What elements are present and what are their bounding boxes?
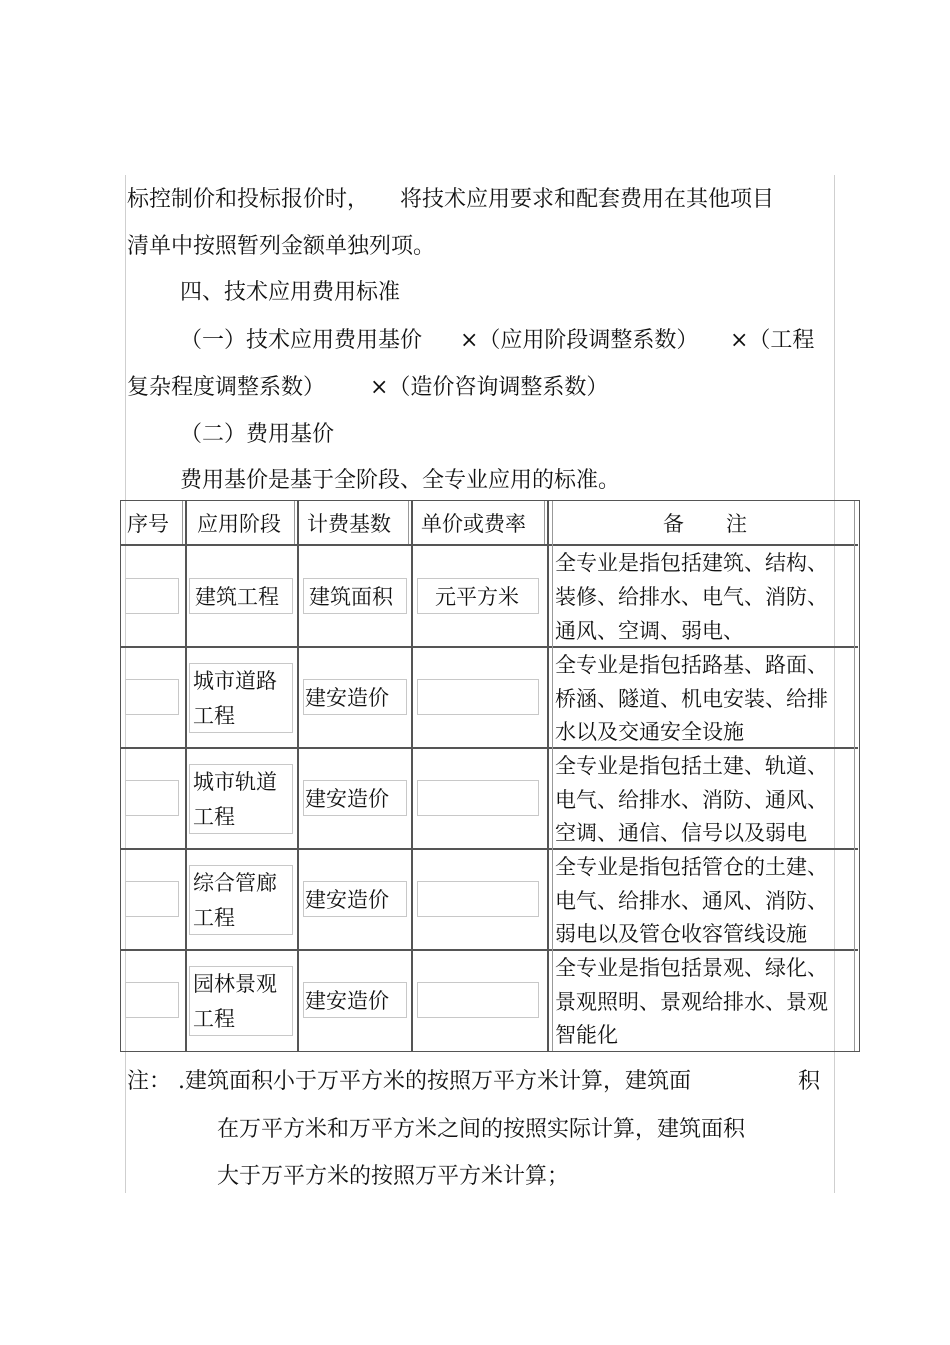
column-divider bbox=[411, 501, 413, 1051]
header-seq: 序号 bbox=[127, 512, 169, 536]
note-line: 装修、给排水、电气、消防、 bbox=[555, 585, 828, 609]
seq-box bbox=[125, 679, 179, 715]
base-label: 建安造价 bbox=[305, 888, 389, 912]
header-note: 备 注 bbox=[663, 512, 747, 536]
column-divider-inner bbox=[854, 501, 855, 1051]
note-line: 弱电以及管仓收容管线设施 bbox=[555, 922, 807, 946]
formula-part-a: （一）技术应用费用基价 bbox=[180, 328, 423, 353]
base-label: 建筑面积 bbox=[309, 585, 393, 609]
stage-label: 建筑工程 bbox=[195, 585, 279, 609]
base-label: 建安造价 bbox=[305, 787, 389, 811]
paragraph-1-part-b: 将技术应用要求和配套费用在其他项目 bbox=[400, 187, 775, 212]
subheading-base-price: （二）费用基价 bbox=[180, 422, 335, 447]
paragraph-base-price: 费用基价是基于全阶段、全专业应用的标准。 bbox=[180, 468, 621, 493]
column-divider-inner bbox=[544, 501, 545, 544]
note-line: 空调、通信、信号以及弱电 bbox=[555, 821, 807, 845]
column-divider-inner bbox=[408, 501, 409, 544]
seq-box bbox=[125, 780, 179, 816]
rate-box bbox=[417, 780, 539, 816]
stage-label: 城市轨道 bbox=[193, 770, 277, 794]
note-line: 全专业是指包括土建、轨道、 bbox=[555, 754, 828, 778]
column-divider bbox=[547, 501, 549, 1051]
note-line-3: 大于万平方米的按照万平方米计算； bbox=[217, 1164, 570, 1189]
column-divider bbox=[297, 501, 299, 1051]
note-label: 注： bbox=[127, 1069, 172, 1094]
column-divider-inner bbox=[182, 501, 183, 544]
rate-box bbox=[417, 881, 539, 917]
stage-label: 工程 bbox=[193, 704, 235, 728]
stage-label: 综合管廊 bbox=[193, 871, 277, 895]
header-rate: 单价或费率 bbox=[421, 512, 526, 536]
note-line: 全专业是指包括路基、路面、 bbox=[555, 653, 828, 677]
formula-line-2-part-a: 复杂程度调整系数） bbox=[127, 375, 326, 400]
note-line: 全专业是指包括管仓的土建、 bbox=[555, 855, 828, 879]
paragraph-2: 清单中按照暂列金额单独列项。 bbox=[127, 234, 436, 259]
base-label: 建安造价 bbox=[305, 989, 389, 1013]
stage-label: 园林景观 bbox=[193, 972, 277, 996]
column-divider bbox=[185, 501, 187, 1051]
section-heading: 四、技术应用费用标准 bbox=[180, 280, 401, 305]
note-line: 全专业是指包括景观、绿化、 bbox=[555, 956, 828, 980]
column-divider-inner bbox=[294, 501, 295, 544]
base-label: 建安造价 bbox=[305, 686, 389, 710]
note-line: 电气、给排水、通风、消防、 bbox=[555, 889, 828, 913]
rate-box bbox=[417, 679, 539, 715]
column-divider-inner bbox=[552, 501, 553, 1051]
formula-part-c: ×（工程 bbox=[730, 328, 815, 353]
seq-box bbox=[125, 982, 179, 1018]
note-line-2: 在万平方米和万平方米之间的按照实际计算，建筑面积 bbox=[217, 1117, 746, 1142]
note-line: 全专业是指包括建筑、结构、 bbox=[555, 551, 828, 575]
paragraph-1-part-a: 标控制价和投标报价时， bbox=[127, 187, 370, 212]
note-line: 电气、给排水、消防、通风、 bbox=[555, 788, 828, 812]
formula-line-2-part-b: ×（造价咨询调整系数） bbox=[370, 375, 609, 400]
note-line: 桥涵、隧道、机电安装、给排 bbox=[555, 687, 828, 711]
rate-label: 元平方米 bbox=[435, 585, 519, 609]
header-base: 计费基数 bbox=[307, 512, 391, 536]
seq-box bbox=[125, 578, 179, 614]
formula-part-b: ×（应用阶段调整系数） bbox=[460, 328, 699, 353]
stage-label: 工程 bbox=[193, 805, 235, 829]
stage-label: 工程 bbox=[193, 1007, 235, 1031]
header-stage: 应用阶段 bbox=[197, 512, 281, 536]
rate-box bbox=[417, 982, 539, 1018]
stage-label: 城市道路 bbox=[193, 669, 277, 693]
note-line-1a: .建筑面积小于万平方米的按照万平方米计算，建筑面 bbox=[178, 1069, 691, 1094]
stage-label: 工程 bbox=[193, 906, 235, 930]
fee-table bbox=[120, 500, 860, 1052]
note-line: 景观照明、景观给排水、景观 bbox=[555, 990, 828, 1014]
note-line-1b: 积 bbox=[798, 1069, 821, 1094]
seq-box bbox=[125, 881, 179, 917]
note-line: 智能化 bbox=[555, 1023, 618, 1047]
note-line: 通风、空调、弱电、 bbox=[555, 619, 744, 643]
note-line: 水以及交通安全设施 bbox=[555, 720, 744, 744]
